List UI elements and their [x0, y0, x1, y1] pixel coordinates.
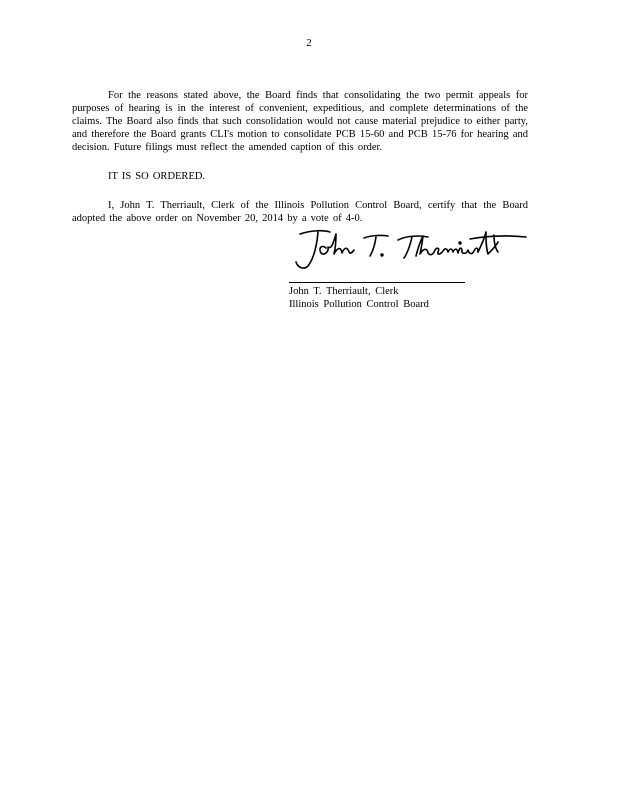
signature-block — [289, 285, 529, 311]
signer-name: John T. Therriault, Clerk — [289, 286, 399, 297]
signature-line — [289, 282, 465, 283]
handwritten-signature — [290, 226, 530, 272]
order-statement: IT IS SO ORDERED. — [108, 171, 206, 182]
signer-organization: Illinois Pollution Control Board — [289, 299, 429, 310]
page-number: 2 — [306, 37, 312, 49]
clerk-certification-paragraph: I, John T. Therriault, Clerk of the Illinois Pollution Control Board, certify that the Board adopted the above order on November 20, 2014 by a vote of 4-0. — [72, 200, 528, 224]
consolidation-paragraph: For the reasons stated above, the Board finds that consolidating the two permit appeals for purposes of hearing is in the interest of convenient, expeditious, and complete determinations of the claims. The Board also finds that such consolidation would not cause material prejudice to either party, and therefore the Board grants CLI's motion to consolidate PCB 15-60 and PCB 15-76 for hearing and decision. Future filings must reflect the amended caption of this order. — [72, 90, 528, 153]
